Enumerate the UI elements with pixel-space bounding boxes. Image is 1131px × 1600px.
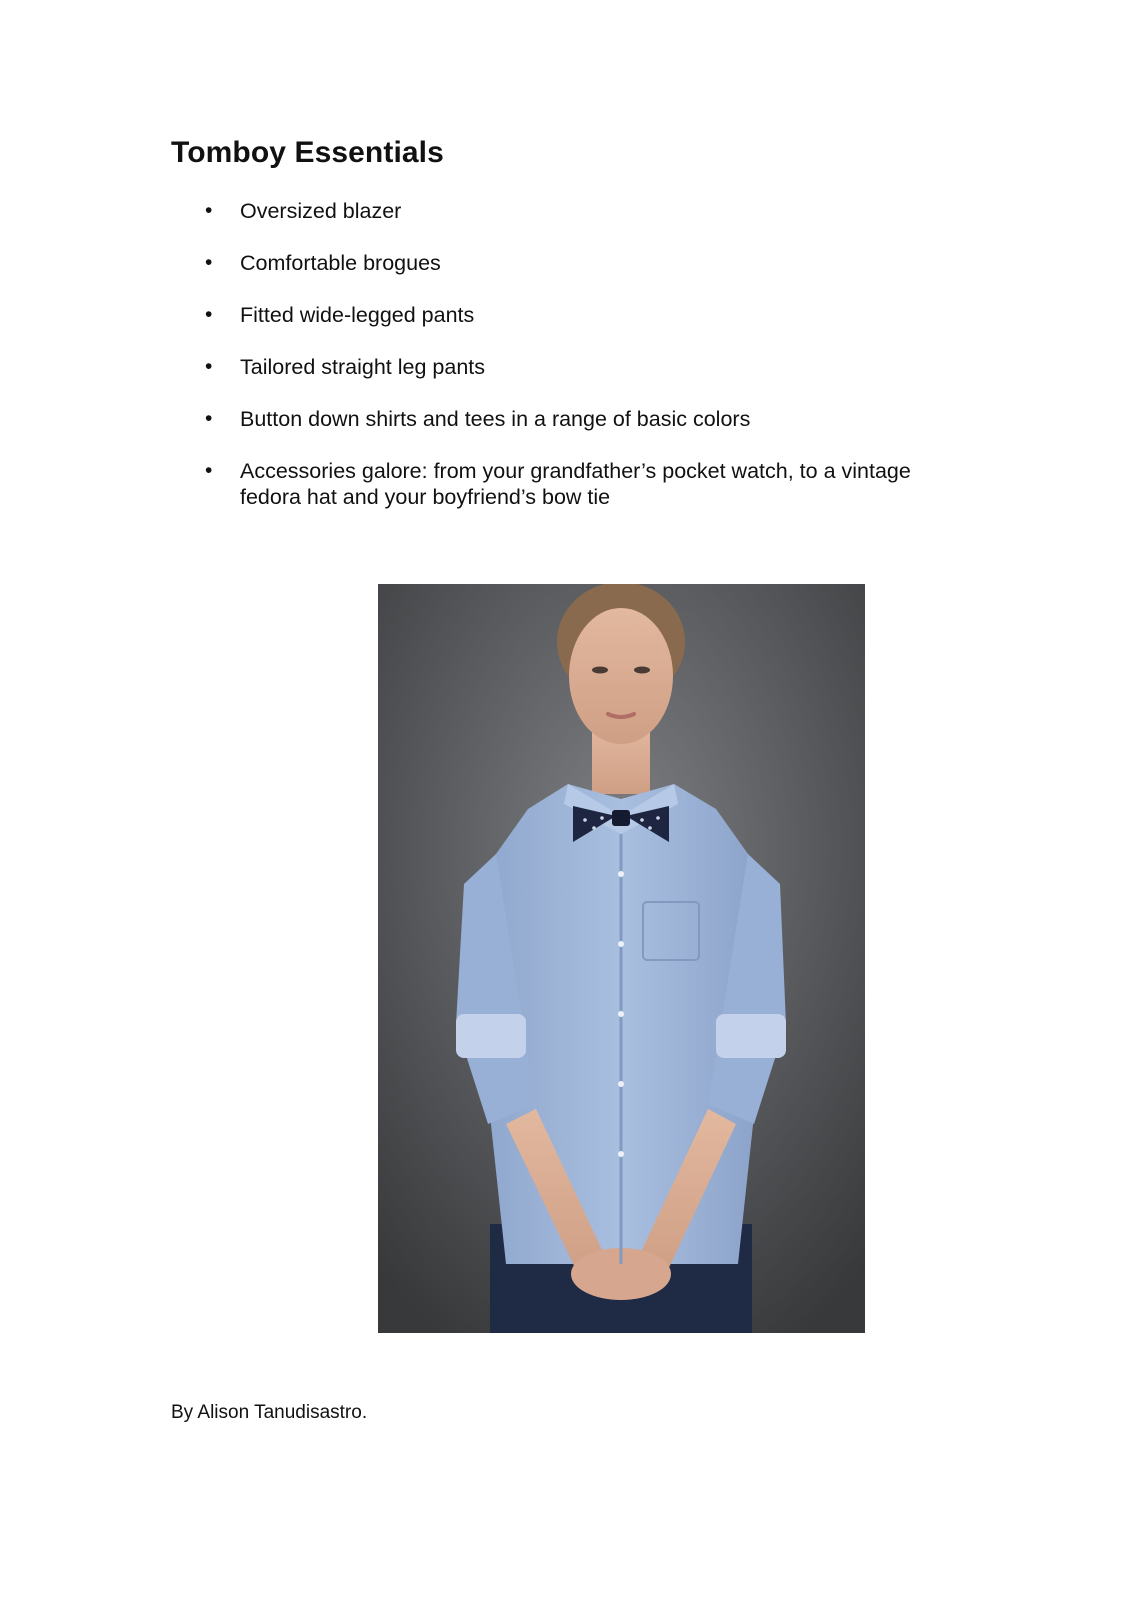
bullet: • [205,355,213,378]
list-item [171,250,971,276]
list-item [171,302,971,328]
bullet: • [205,303,213,326]
list-item-text: Tailored straight leg pants [240,355,486,379]
list-item [171,198,971,224]
list-item-text: Comfortable brogues [240,251,441,275]
essentials-list [171,198,971,536]
bullet: • [205,407,213,430]
byline: By Alison Tanudisastro. [171,1402,368,1423]
model-photo [378,584,865,1333]
list-item-text: Accessories galore: from your grandfather’s pocket watch, to a vintage fedora hat and your boyfriend’s bow tie [240,459,911,509]
list-item-text: Oversized blazer [240,199,402,223]
list-item [171,354,971,380]
bullet: • [205,459,213,482]
list-item [171,458,971,510]
list-item-text: Button down shirts and tees in a range of basic colors [240,407,751,431]
page-title: Tomboy Essentials [171,136,444,169]
bullet: • [205,199,213,222]
photo-illustration [378,584,865,1333]
bullet: • [205,251,213,274]
list-item-text: Fitted wide-legged pants [240,303,475,327]
list-item [171,406,971,432]
